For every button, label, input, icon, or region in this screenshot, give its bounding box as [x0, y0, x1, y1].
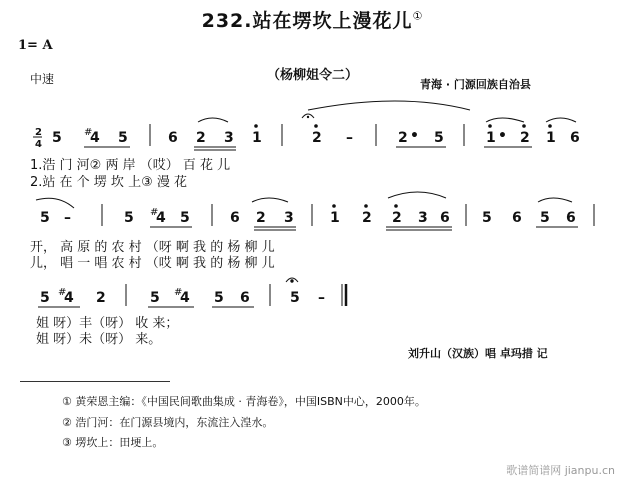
tempo-marking: 中速	[30, 72, 55, 86]
lyrics-row-1-verse-1: 1.浩 门 河② 两 岸 （哎） 百 花 儿	[30, 158, 231, 173]
footnote-1: ① 黄荣恩主编：《中国民间歌曲集成 · 青海卷》，中国ISBN中心，2000年。	[62, 395, 426, 408]
svg-text:5: 5	[40, 290, 50, 306]
svg-text:2: 2	[362, 210, 372, 226]
svg-text:1: 1	[330, 210, 340, 226]
footnote-2: ② 浩门河：在门源县境内，东流注入湟水。	[62, 416, 274, 429]
score-row-3-lines	[38, 278, 346, 307]
song-subtitle: （杨柳姐令二）	[266, 68, 358, 83]
svg-text:2: 2	[398, 130, 408, 146]
time-signature	[33, 127, 42, 150]
svg-text:5: 5	[40, 210, 50, 226]
svg-text:4: 4	[180, 290, 190, 306]
performer-credit: 刘升山（汉族）唱 卓玛措 记	[408, 347, 548, 360]
svg-text:4: 4	[90, 130, 100, 146]
svg-text:1: 1	[546, 130, 556, 146]
score-row-1	[52, 127, 580, 146]
svg-text:2: 2	[196, 130, 206, 146]
lyrics-row-3-verse-1: 姐 呀）丰（呀） 收 来；	[36, 316, 179, 331]
lyrics-row-2-verse-2: 儿， 唱 一 唱 农 村 （哎 啊 我 的 杨 柳 儿	[30, 256, 275, 271]
svg-text:2: 2	[392, 210, 402, 226]
svg-text:#: #	[174, 287, 183, 298]
svg-text:5: 5	[434, 130, 444, 146]
svg-text:2: 2	[256, 210, 266, 226]
svg-text:6: 6	[240, 290, 250, 306]
svg-text:5: 5	[118, 130, 128, 146]
svg-text:6: 6	[512, 210, 522, 226]
svg-text:#: #	[58, 287, 67, 298]
svg-text:•: •	[410, 128, 419, 144]
svg-text:3: 3	[224, 130, 234, 146]
footnote-divider	[20, 381, 170, 382]
svg-text:–: –	[318, 290, 325, 306]
svg-text:6: 6	[570, 130, 580, 146]
svg-text:2: 2	[312, 130, 322, 146]
fermata-row-1	[302, 114, 314, 118]
svg-text:–: –	[64, 210, 71, 226]
svg-text:–: –	[346, 130, 353, 146]
svg-text:#: #	[150, 207, 159, 218]
lyrics-row-2-verse-1: 开， 高 原 的 农 村 （呀 啊 我 的 杨 柳 儿	[30, 240, 275, 255]
svg-text:2: 2	[520, 130, 530, 146]
time-signature-top: 2	[35, 127, 42, 138]
lyrics-row-3-verse-2: 姐 呀）未（呀） 来。	[36, 332, 162, 347]
svg-text:6: 6	[566, 210, 576, 226]
title-footnote-mark: ①	[412, 9, 424, 23]
key-signature: 1= A	[18, 38, 53, 53]
score-row-2	[40, 207, 576, 226]
svg-text:5: 5	[482, 210, 492, 226]
svg-text:5: 5	[180, 210, 190, 226]
score-row-2-lines	[36, 192, 594, 230]
svg-text:1: 1	[486, 130, 496, 146]
svg-text:1: 1	[252, 130, 262, 146]
svg-text:5: 5	[540, 210, 550, 226]
svg-text:#: #	[84, 127, 93, 138]
svg-text:6: 6	[440, 210, 450, 226]
svg-text:3: 3	[284, 210, 294, 226]
svg-text:4: 4	[64, 290, 74, 306]
svg-text:4: 4	[156, 210, 166, 226]
score-row-3	[40, 287, 325, 306]
svg-text:5: 5	[290, 290, 300, 306]
svg-text:6: 6	[168, 130, 178, 146]
song-title-text: 站在塄坎上漫花儿	[252, 10, 413, 32]
svg-text:•: •	[498, 128, 507, 144]
song-number: 232.	[201, 10, 253, 32]
svg-text:5: 5	[214, 290, 224, 306]
lyrics-row-1-verse-2: 2.站 在 个 塄 坎 上③ 漫 花	[30, 175, 187, 190]
svg-text:5: 5	[124, 210, 134, 226]
svg-text:6: 6	[230, 210, 240, 226]
footnote-3: ③ 塄坎上：田埂上。	[62, 436, 164, 449]
site-watermark: 歌谱简谱网 jianpu.cn	[506, 464, 615, 477]
svg-text:5: 5	[52, 130, 62, 146]
time-signature-bottom: 4	[35, 139, 42, 150]
svg-text:3: 3	[418, 210, 428, 226]
song-region: 青海 · 门源回族自治县	[420, 78, 531, 91]
svg-text:5: 5	[150, 290, 160, 306]
svg-text:2: 2	[96, 290, 106, 306]
